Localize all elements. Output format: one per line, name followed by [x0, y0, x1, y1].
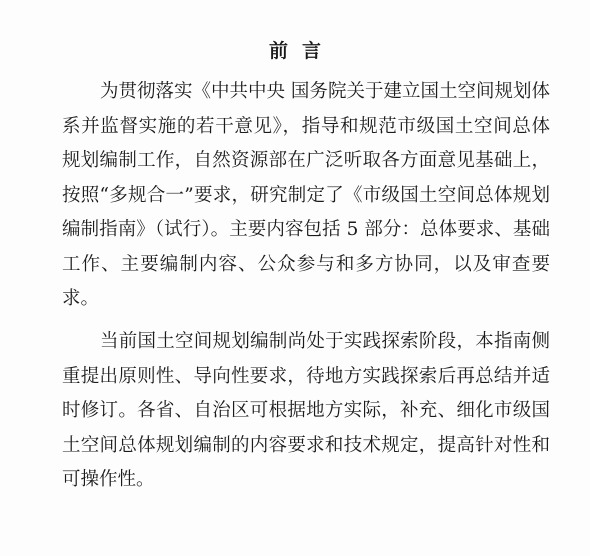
paragraph-1: 为贯彻落实《中共中央 国务院关于建立国土空间规划体系并监督实施的若干意见》，指导和规范市级国土空间总体规划编制工作，自然资源部在广泛听取各方面意见基础上，按照“多规合一”要求，研究制定了《市级国土空间总体规划编制指南》（试行）。主要内容包括 5 部分：总体要求、基础工作、主要编制内容、公众参与和多方协同，以及审查要求。 [62, 81, 550, 309]
page-title: 前言 [268, 40, 335, 62]
paragraph-2: 当前国土空间规划编制尚处于实践探索阶段，本指南侧重提出原则性、导向性要求，待地方实践探索后再总结并适时修订。各省、自治区可根据地方实际，补充、细化市级国土空间总体规划编制的内容要求和技术规定，提高针对性和可操作性。 [62, 331, 550, 490]
